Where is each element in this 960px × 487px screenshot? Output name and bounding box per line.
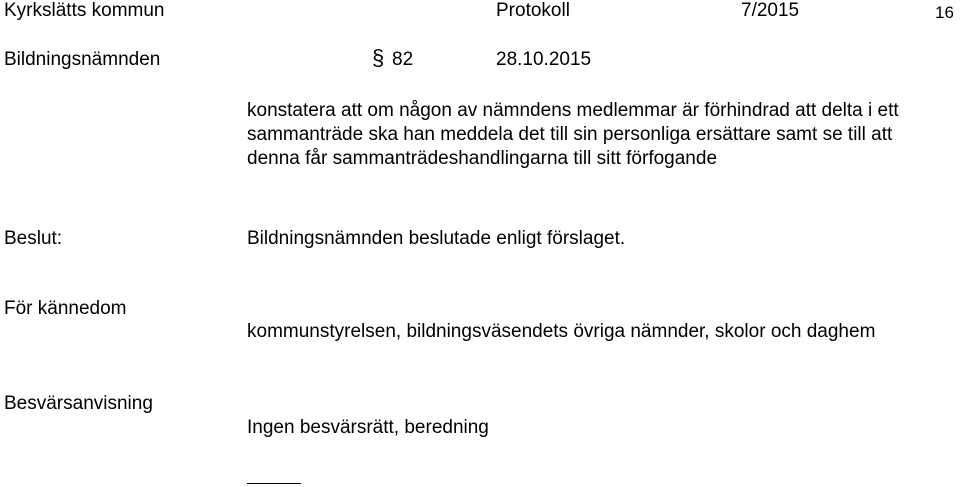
appeal-text: Ingen besvärsrätt, beredning: [247, 417, 489, 438]
board-name: Bildningsnämnden: [4, 49, 161, 70]
body-paragraph: [247, 99, 899, 171]
body-line: konstatera att om någon av nämndens medlemmar är förhindrad att delta i ett: [247, 100, 899, 121]
protocol-number: 7/2015: [741, 0, 800, 21]
section-symbol: §: [372, 45, 385, 70]
notice-label: För kännedom: [4, 298, 127, 319]
notice-text: kommunstyrelsen, bildningsväsendets övriga nämnder, skolor och daghem: [247, 321, 876, 342]
body-line: sammanträde ska han meddela det till sin personliga ersättare samt se till att: [247, 124, 893, 145]
body-line: denna får sammanträdeshandlingarna till sitt förfogande: [247, 148, 718, 169]
appeal-label: Besvärsanvisning: [4, 393, 153, 414]
decision-label: Beslut:: [4, 228, 63, 249]
page-number: 16: [935, 3, 954, 22]
document-type: Protokoll: [496, 0, 570, 21]
end-divider: [247, 483, 301, 484]
decision-text: Bildningsnämnden beslutade enligt förslaget.: [247, 228, 626, 249]
municipality-name: Kyrkslätts kommun: [4, 0, 165, 21]
meeting-date: 28.10.2015: [496, 49, 592, 70]
section-number: 82: [392, 49, 414, 70]
